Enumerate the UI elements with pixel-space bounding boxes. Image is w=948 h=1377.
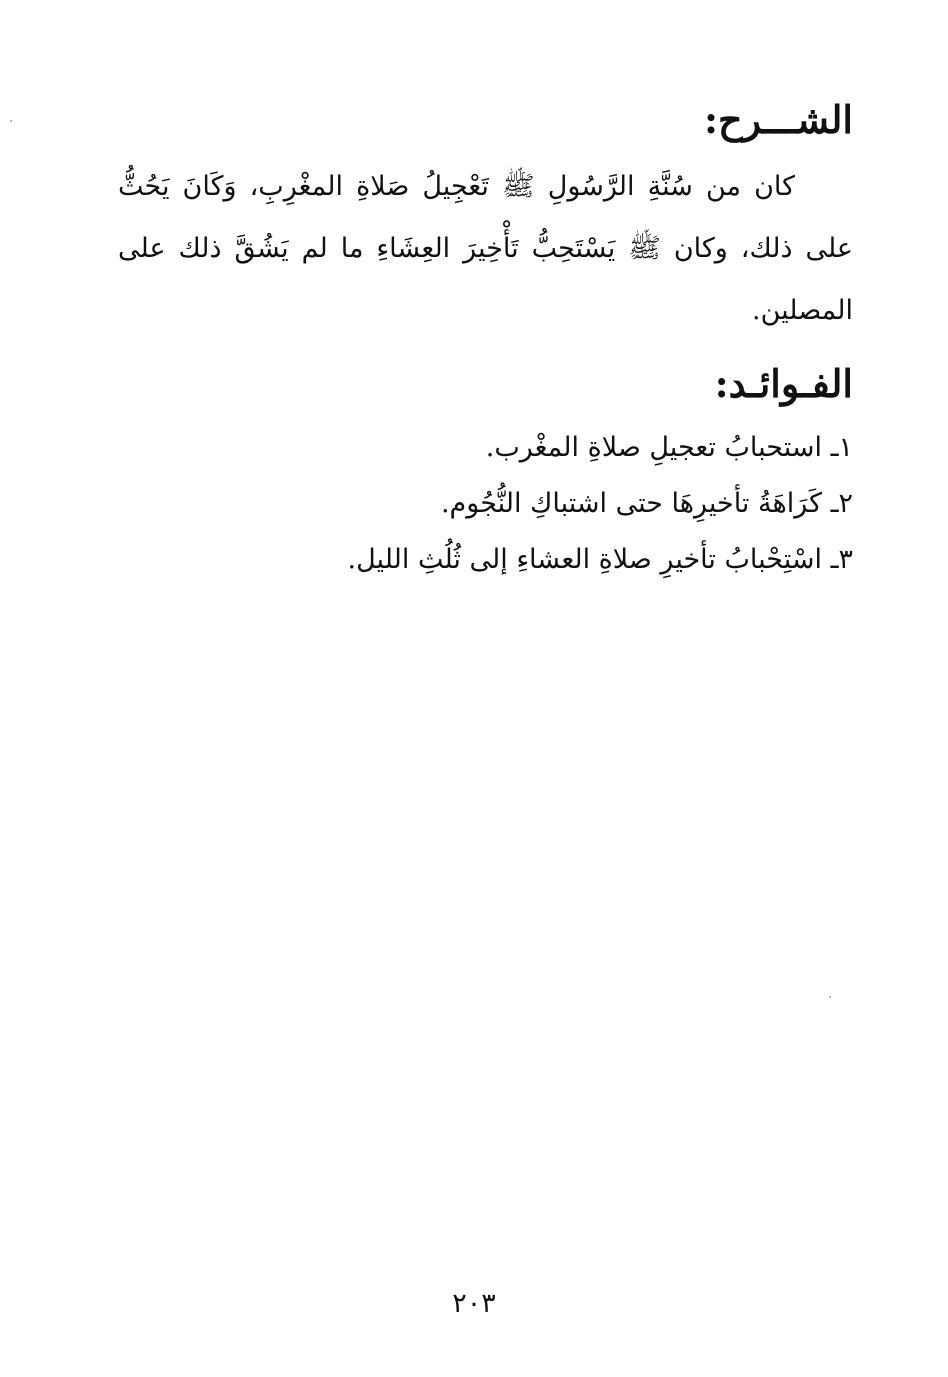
scan-speck (10, 120, 12, 122)
fawaid-item: ١ـ استحبابُ تعجيلِ صلاةِ المغْرب. (485, 432, 853, 463)
fawaid-item: ٣ـ اسْتِحْبابُ تأخيرِ صلاةِ العشاءِ إلى ثُلُثِ الليل. (347, 544, 853, 575)
sharh-paragraph: كان من سُنَّةِ الرَّسُولِ ﷺ تَعْجِيلُ صَلاةِ المغْرِبِ، وَكَانَ يَحُثُّ على ذلك، وكان ﷺ يَسْتَحِبُّ تَأْخِيرَ العِشَاءِ ما لم يَشُقَّ ذلك على المصلين. (118, 171, 853, 326)
page-number: ٢٠٣ (452, 1288, 496, 1319)
fawaid-heading: الفـوائـد: (714, 361, 853, 406)
scan-speck (829, 996, 831, 998)
page-content (118, 90, 853, 588)
sharh-heading: الشـــرح: (704, 97, 853, 142)
fawaid-list (118, 420, 853, 588)
fawaid-item: ٢ـ كَرَاهَةُ تأخيرِهَا حتى اشتباكِ النُّجُوم. (440, 488, 853, 519)
